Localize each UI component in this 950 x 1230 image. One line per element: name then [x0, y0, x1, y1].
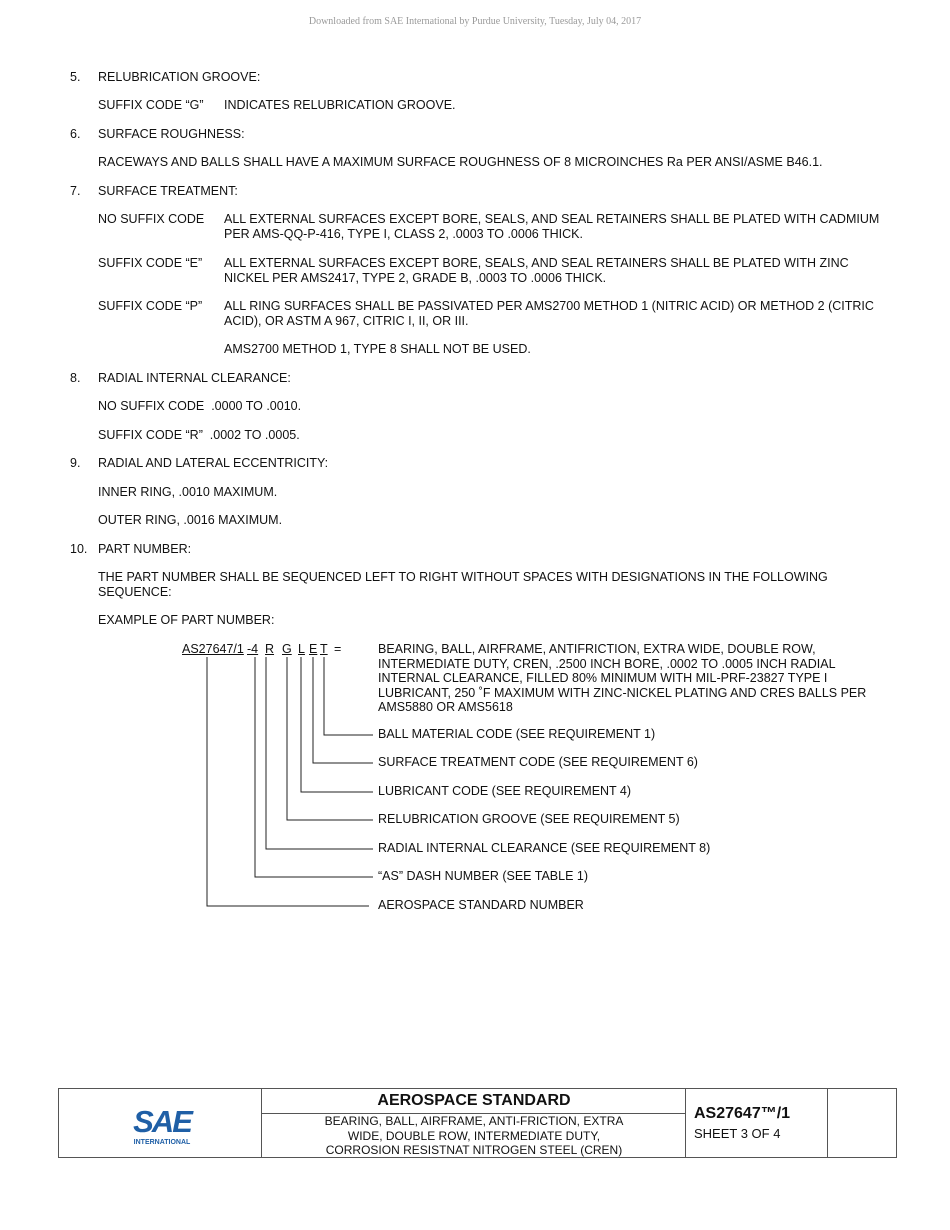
req8-line2: SUFFIX CODE “R” .0002 TO .0005. [98, 428, 300, 442]
callout-line-clearance [266, 657, 373, 849]
callout-line-surface-treatment [313, 657, 373, 763]
title-block-heading: AEROSPACE STANDARD [262, 1089, 686, 1114]
req7-item-label: NO SUFFIX CODE [98, 212, 205, 226]
callout-dash-number: “AS” DASH NUMBER (SEE TABLE 1) [378, 869, 588, 883]
callout-line-ball-material [324, 657, 373, 735]
callout-line-lubricant [301, 657, 373, 792]
callout-line-relubrication [287, 657, 373, 820]
req7-number: 7. [70, 184, 81, 198]
part-base-number: AS27647/1 [182, 642, 244, 656]
callout-clearance: RADIAL INTERNAL CLEARANCE (SEE REQUIREMENT 8) [378, 841, 711, 855]
req10-number: 10. [70, 542, 88, 556]
title-block-description [262, 1114, 686, 1158]
req6-text: RACEWAYS AND BALLS SHALL HAVE A MAXIMUM SURFACE ROUGHNESS OF 8 MICROINCHES Ra PER ANSI/ASME B46.1. [98, 155, 823, 169]
req6-number: 6. [70, 127, 81, 141]
req8-title: RADIAL INTERNAL CLEARANCE: [98, 371, 291, 385]
part-code-e: E [309, 642, 318, 656]
req5-suffix-label: SUFFIX CODE “G” [98, 98, 204, 112]
sae-logo-mark: SAE [133, 1104, 191, 1139]
title-block-desc-line: WIDE, DOUBLE ROW, INTERMEDIATE DUTY, [347, 1128, 601, 1143]
callout-surface-treatment: SURFACE TREATMENT CODE (SEE REQUIREMENT 6) [378, 755, 698, 769]
sae-logo-subtext: INTERNATIONAL [133, 1139, 191, 1146]
callout-line-dash-number [255, 657, 373, 877]
download-watermark: Downloaded from SAE International by Purdue University, Tuesday, July 04, 2017 [308, 16, 642, 27]
req10-title: PART NUMBER: [98, 542, 192, 556]
sheet-number: SHEET 3 OF 4 [694, 1126, 781, 1141]
req7-item-label: SUFFIX CODE “E” [98, 256, 203, 270]
part-dash-number [247, 642, 258, 657]
req9-line2: OUTER RING, .0016 MAXIMUM. [98, 513, 283, 527]
part-code-g: G [282, 642, 292, 656]
req7-title: SURFACE TREATMENT: [98, 184, 238, 198]
req5-suffix-text: INDICATES RELUBRICATION GROOVE. [224, 98, 456, 112]
callout-relubrication: RELUBRICATION GROOVE (SEE REQUIREMENT 5) [378, 812, 680, 826]
req7-item-text: ALL EXTERNAL SURFACES EXCEPT BORE, SEALS, AND SEAL RETAINERS SHALL BE PLATED WITH CADMIUM PER AMS-QQ-P-416, TYPE I, CLASS 2, .0003 TO .0006 THICK. [224, 212, 880, 241]
title-block [58, 1088, 897, 1158]
req7-item-text: ALL EXTERNAL SURFACES EXCEPT BORE, SEALS, AND SEAL RETAINERS SHALL BE PLATED WITH ZINC NICKEL PER AMS2417, TYPE 2, GRADE B, .0003 TO .0006 THICK. [224, 256, 849, 285]
req9-title: RADIAL AND LATERAL ECCENTRICITY: [98, 456, 329, 470]
callout-line-standard-number [207, 657, 369, 906]
req6-title: SURFACE ROUGHNESS: [98, 127, 245, 141]
req10-example-label: EXAMPLE OF PART NUMBER: [98, 613, 275, 627]
title-block-blank-cell [828, 1089, 896, 1157]
req8-number: 8. [70, 371, 81, 385]
callout-standard-number: AEROSPACE STANDARD NUMBER [378, 898, 584, 912]
title-block-description-cell [262, 1089, 686, 1157]
callout-lubricant: LUBRICANT CODE (SEE REQUIREMENT 4) [378, 784, 632, 798]
title-block-desc-line: BEARING, BALL, AIRFRAME, ANTI-FRICTION, EXTRA [324, 1114, 624, 1128]
req5-number: 5. [70, 70, 81, 84]
callout-ball-material: BALL MATERIAL CODE (SEE REQUIREMENT 1) [378, 727, 656, 741]
part-dash-value: -4 [247, 642, 259, 656]
req7-item-text: ALL RING SURFACES SHALL BE PASSIVATED PER AMS2700 METHOD 1 (NITRIC ACID) OR METHOD 2 (CITRIC ACID), OR ASTM A 967, CITRIC I, II, OR III. [224, 299, 874, 328]
part-code-t: T [320, 642, 328, 656]
part-code-l: L [298, 642, 305, 656]
title-block-number-cell [686, 1089, 828, 1157]
req7-note: AMS2700 METHOD 1, TYPE 8 SHALL NOT BE USED. [224, 342, 531, 356]
req9-number: 9. [70, 456, 81, 470]
title-block-logo-cell [59, 1089, 262, 1157]
part-code-r: R [265, 642, 275, 656]
req7-item-label: SUFFIX CODE “P” [98, 299, 203, 313]
document-number: AS27647™/1 [694, 1105, 791, 1122]
req5-title: RELUBRICATION GROOVE: [98, 70, 261, 84]
req10-text: THE PART NUMBER SHALL BE SEQUENCED LEFT TO RIGHT WITHOUT SPACES WITH DESIGNATIONS IN THE FOLLOWING SEQUENCE: [98, 570, 828, 599]
req9-line1: INNER RING, .0010 MAXIMUM. [98, 485, 278, 499]
part-equals: = [334, 642, 342, 656]
sae-logo-icon [127, 1102, 197, 1147]
req8-line1: NO SUFFIX CODE .0000 TO .0010. [98, 399, 302, 413]
title-block-desc-line: CORROSION RESISTNAT NITROGEN STEEL (CREN) [325, 1143, 623, 1157]
part-description: BEARING, BALL, AIRFRAME, ANTIFRICTION, EXTRA WIDE, DOUBLE ROW, INTERMEDIATE DUTY, CREN, .2500 INCH BORE, .0002 TO .0005 INCH RADIAL INTERNAL CLEARANCE, FILLED 80% MINIMUM WITH MIL-PRF-23827 TYPE I LUBRICANT, 250 ˚F MAXIMUM WITH ZINC-NICKEL PLATING AND CRES BALLS PER AMS5880 OR AMS5618 [378, 642, 867, 714]
